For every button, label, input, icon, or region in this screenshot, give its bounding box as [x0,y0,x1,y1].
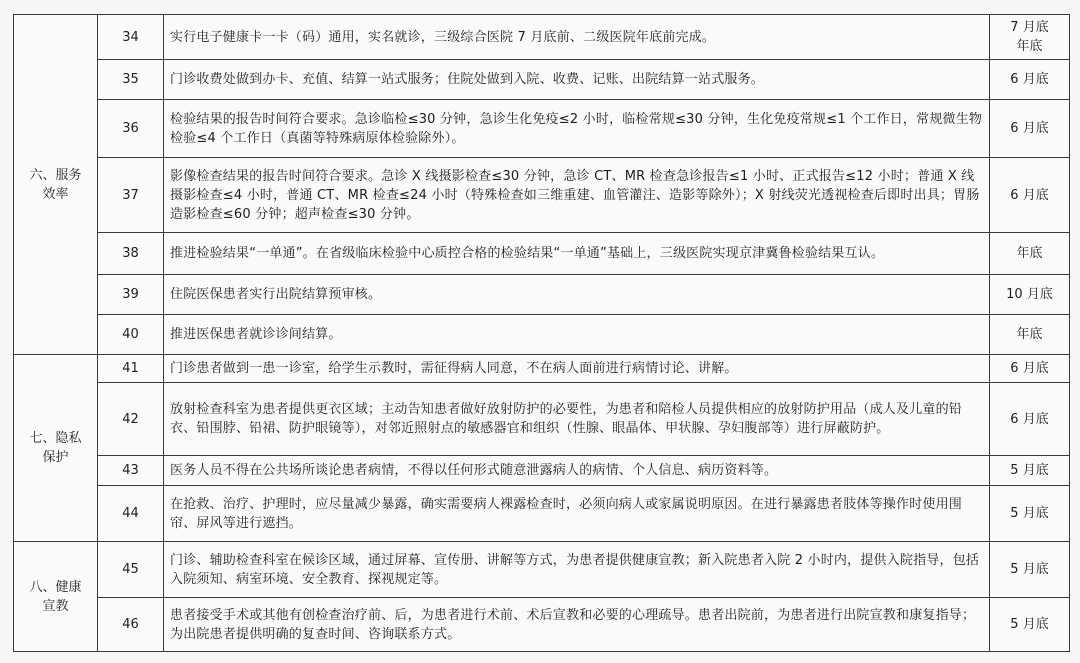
category-health-education: 八、健康 宣教 [14,542,98,652]
table-row [14,598,1070,652]
item-deadline: 5 月底 [990,598,1070,652]
item-deadline: 5 月底 [990,542,1070,598]
item-deadline: 6 月底 [990,383,1070,456]
item-deadline: 10 月底 [990,275,1070,315]
table-row [14,383,1070,456]
item-number: 34 [98,15,164,60]
item-number: 38 [98,233,164,275]
item-deadline: 7 月底 年底 [990,15,1070,60]
item-description: 实行电子健康卡一卡（码）通用，实名就诊，三级综合医院 7 月底前、二级医院年底前完成。 [164,15,990,60]
item-deadline: 6 月底 [990,158,1070,233]
table-row [14,486,1070,542]
table-row [14,315,1070,355]
table-row [14,158,1070,233]
table-row [14,456,1070,486]
item-description: 医务人员不得在公共场所谈论患者病情，不得以任何形式随意泄露病人的病情、个人信息、病历资料等。 [164,456,990,486]
item-description: 患者接受手术或其他有创检查治疗前、后，为患者进行术前、术后宣教和必要的心理疏导。患者出院前，为患者进行出院宣教和康复指导；为出院患者提供明确的复查时间、咨询联系方式。 [164,598,990,652]
item-number: 42 [98,383,164,456]
item-number: 43 [98,456,164,486]
item-number: 40 [98,315,164,355]
item-deadline: 6 月底 [990,355,1070,383]
item-description: 门诊收费处做到办卡、充值、结算一站式服务；住院处做到入院、收费、记账、出院结算一站式服务。 [164,60,990,100]
item-description: 门诊、辅助检查科室在候诊区域，通过屏幕、宣传册、讲解等方式，为患者提供健康宣教；新入院患者入院 2 小时内，提供入院指导，包括入院须知、病室环境、安全教育、探视规定等。 [164,542,990,598]
item-description: 推进医保患者就诊诊间结算。 [164,315,990,355]
item-deadline: 年底 [990,233,1070,275]
item-number: 46 [98,598,164,652]
item-number: 44 [98,486,164,542]
item-description: 推进检验结果“一单通”。在省级临床检验中心质控合格的检验结果“一单通”基础上，三级医院实现京津冀鲁检验结果互认。 [164,233,990,275]
item-number: 36 [98,100,164,158]
category-privacy-protection: 七、隐私 保护 [14,355,98,542]
item-description: 门诊患者做到一患一诊室，给学生示教时，需征得病人同意，不在病人面前进行病情讨论、讲解。 [164,355,990,383]
item-number: 37 [98,158,164,233]
item-number: 45 [98,542,164,598]
table-row [14,275,1070,315]
item-number: 35 [98,60,164,100]
item-deadline: 年底 [990,315,1070,355]
table-row [14,233,1070,275]
table-row [14,542,1070,598]
table-row [14,355,1070,383]
table-row [14,15,1070,60]
item-number: 39 [98,275,164,315]
item-deadline: 6 月底 [990,60,1070,100]
work-plan-table [13,14,1070,652]
item-deadline: 5 月底 [990,456,1070,486]
table-row [14,100,1070,158]
item-description: 住院医保患者实行出院结算预审核。 [164,275,990,315]
item-deadline: 5 月底 [990,486,1070,542]
item-description: 在抢救、治疗、护理时，应尽量减少暴露，确实需要病人裸露检查时，必须向病人或家属说明原因。在进行暴露患者肢体等操作时使用围帘、屏风等进行遮挡。 [164,486,990,542]
item-description: 检验结果的报告时间符合要求。急诊临检≤30 分钟，急诊生化免疫≤2 小时，临检常规≤30 分钟，生化免疫常规≤1 个工作日，常规微生物检验≤4 个工作日（真菌等特殊病原体检验除外）。 [164,100,990,158]
item-number: 41 [98,355,164,383]
table-row [14,60,1070,100]
item-description: 影像检查结果的报告时间符合要求。急诊 X 线摄影检查≤30 分钟，急诊 CT、MR 检查急诊报告≤1 小时、正式报告≤12 小时；普通 X 线摄影检查≤4 小时，普通 CT、MR 检查≤24 小时（特殊检查如三维重建、血管灌注、造影等除外）；X 射线荧光透视检查后即时出具；胃肠造影检查≤60 分钟；超声检查≤30 分钟。 [164,158,990,233]
category-service-efficiency: 六、服务 效率 [14,15,98,355]
item-deadline: 6 月底 [990,100,1070,158]
item-description: 放射检查科室为患者提供更衣区域；主动告知患者做好放射防护的必要性，为患者和陪检人员提供相应的放射防护用品（成人及儿童的铅衣、铅围脖、铅裙、防护眼镜等），对邻近照射点的敏感器官和组织（性腺、眼晶体、甲状腺、孕妇腹部等）进行屏蔽防护。 [164,383,990,456]
